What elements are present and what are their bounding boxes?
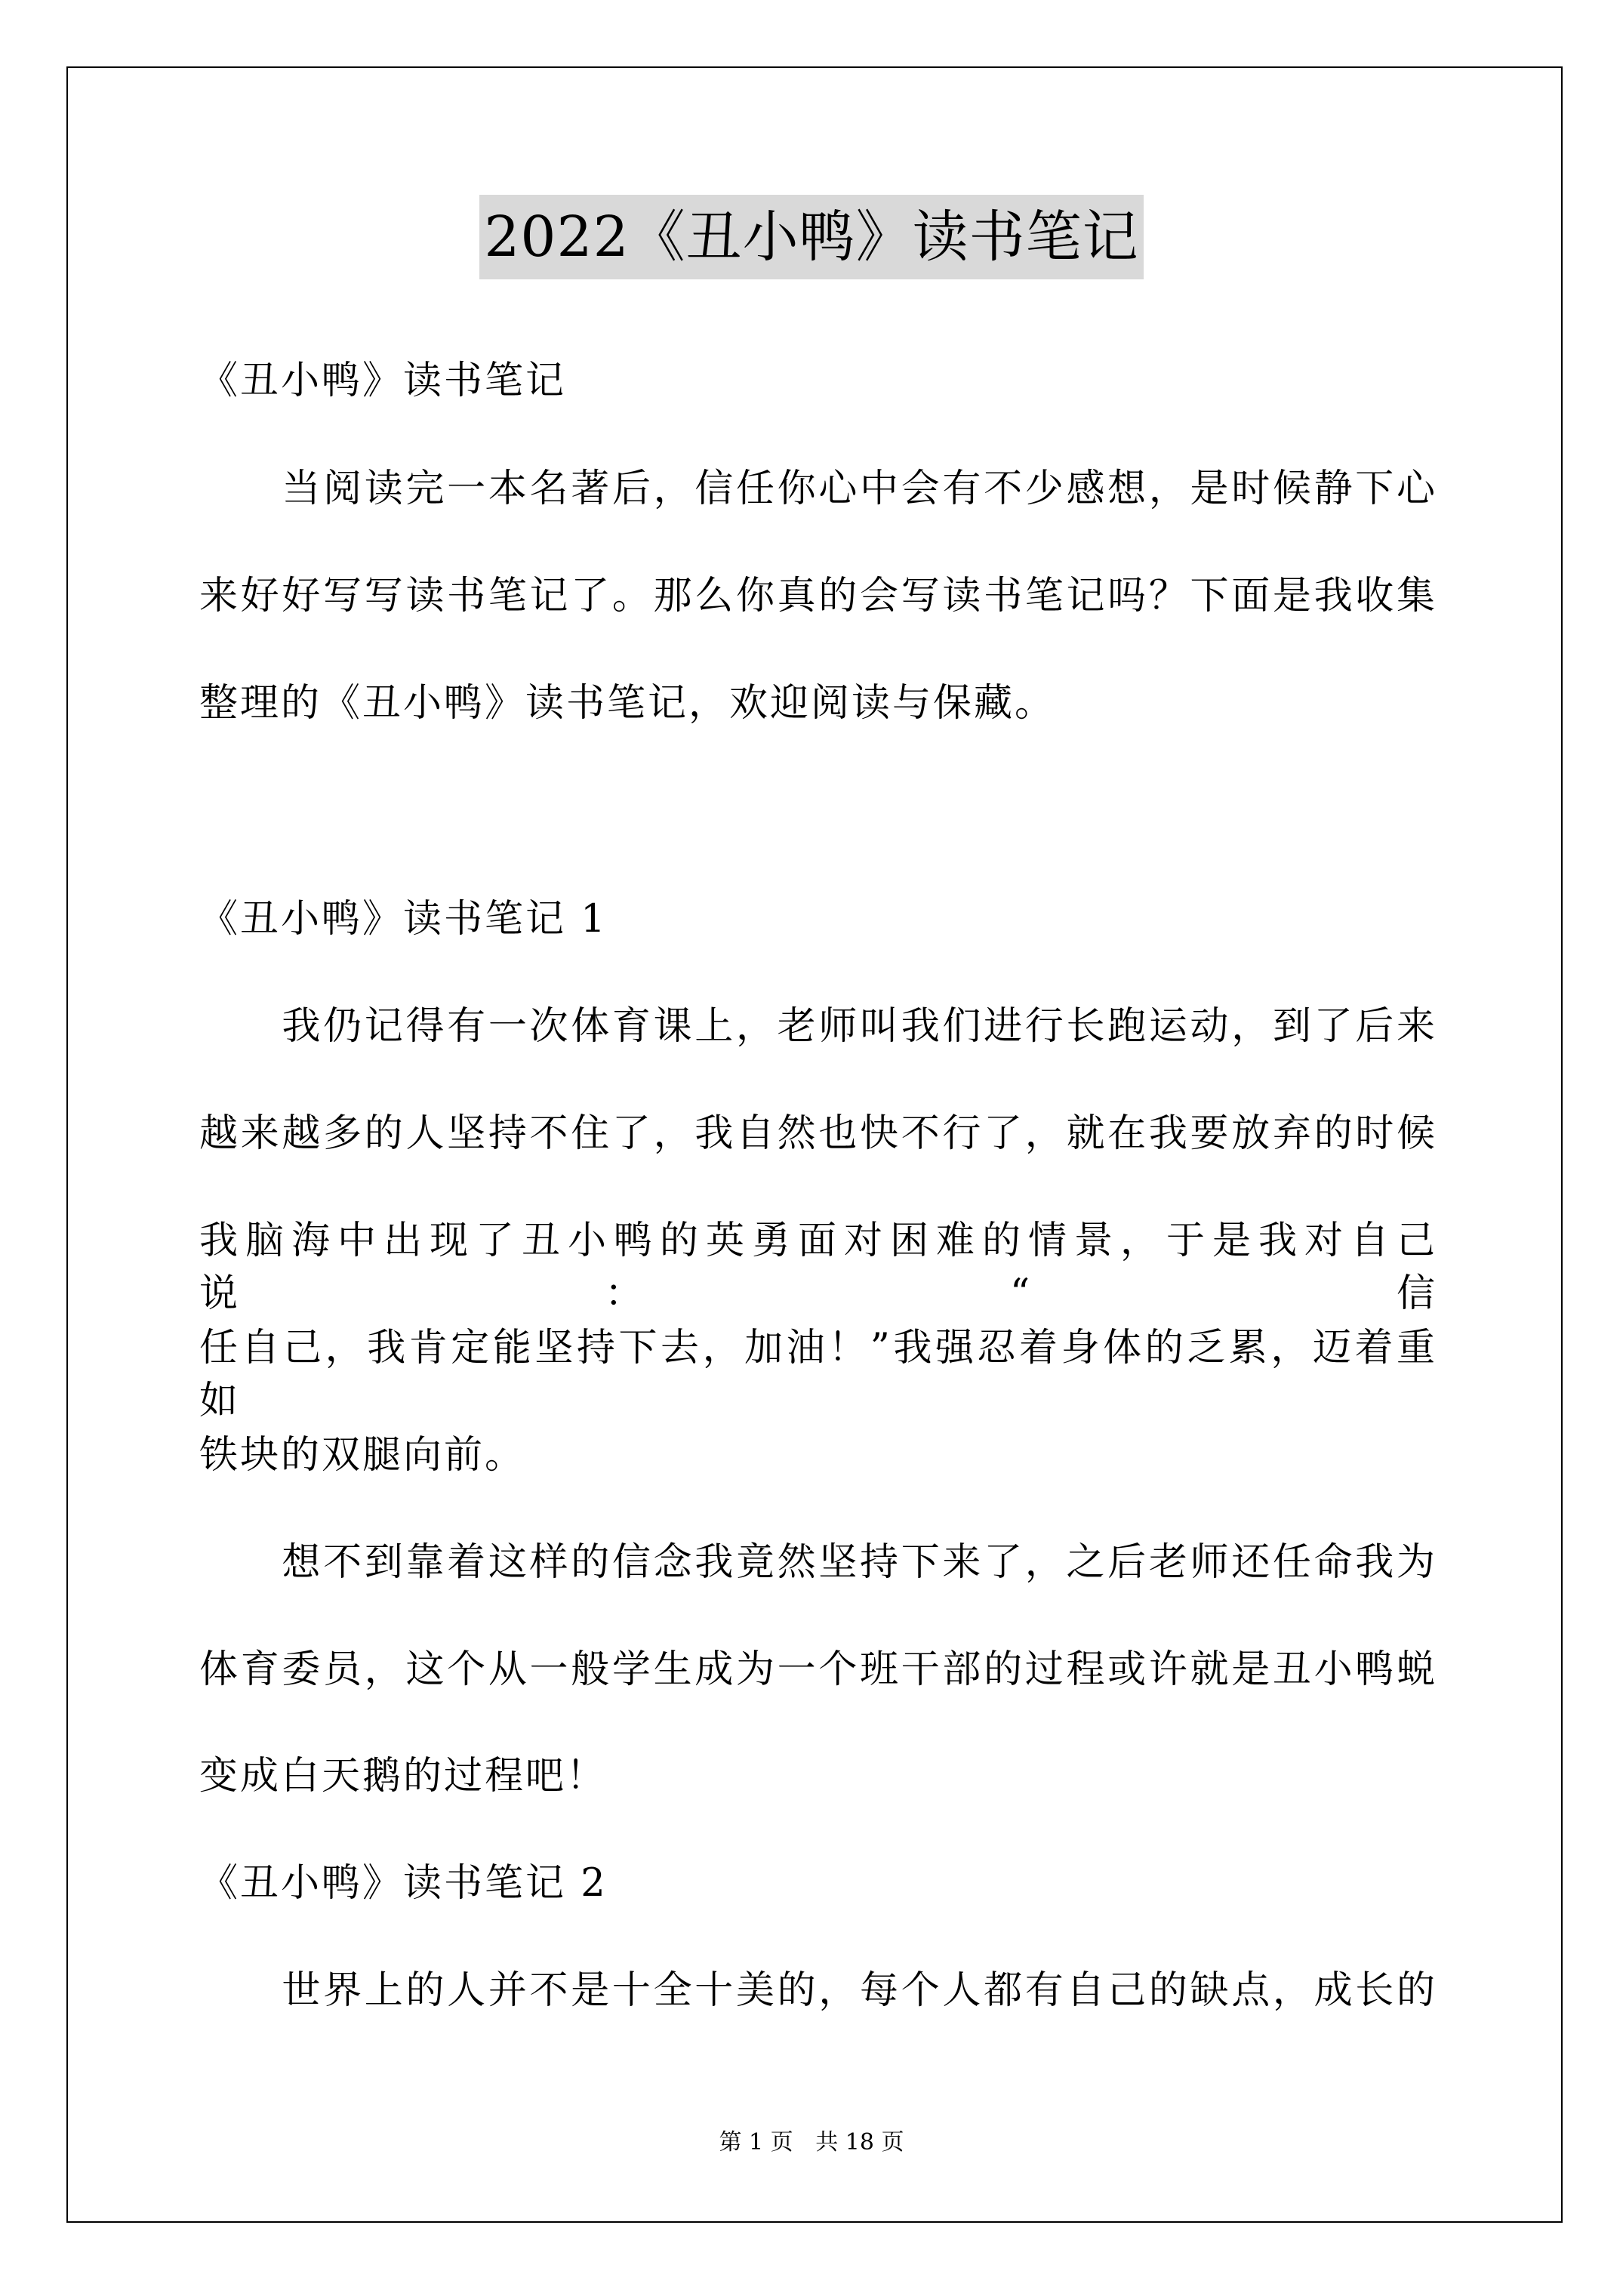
paragraph-line: 任自己，我肯定能坚持下去，加油！”我强忍着身体的乏累，迈着重如 [199,1326,1437,1423]
paragraph-line: 变成白天鹅的过程吧！ [199,1754,608,1798]
paragraph-line: 当阅读完一本名著后，信任你心中会有不少感想，是时候静下心 [199,467,1437,511]
title-container [0,195,1623,279]
paragraph-line: 想不到靠着这样的信念我竟然坚持下来了，之后老师还任命我为 [199,1540,1437,1585]
page-number-total: 共 18 页 [815,2129,904,2156]
paragraph-line: 来好好写写读书笔记了。那么你真的会写读书笔记吗？下面是我收集 [199,574,1437,618]
paragraph-line: 整理的《丑小鸭》读书笔记，欢迎阅读与保藏。 [199,681,1056,726]
page-footer [0,2128,1623,2158]
paragraph-line: 我脑海中出现了丑小鸭的英勇面对困难的情景，于是我对自己说：“信 [199,1219,1437,1316]
heading-note-1: 《丑小鸭》读书笔记 1 [199,897,608,942]
paragraph-line: 我仍记得有一次体育课上，老师叫我们进行长跑运动，到了后来 [199,1004,1437,1049]
heading-intro: 《丑小鸭》读书笔记 [199,359,567,403]
heading-note-2: 《丑小鸭》读书笔记 2 [199,1861,608,1906]
paragraph-line: 体育委员，这个从一般学生成为一个班干部的过程或许就是丑小鸭蜕 [199,1647,1437,1692]
paragraph-line: 铁块的双腿向前。 [199,1433,526,1478]
page-number-current: 第 1 页 [719,2129,793,2156]
paragraph-line: 越来越多的人坚持不住了，我自然也快不行了，就在我要放弃的时候 [199,1111,1437,1156]
document-title: 2022《丑小鸭》读书笔记 [479,195,1143,279]
paragraph-line: 世界上的人并不是十全十美的，每个人都有自己的缺点，成长的 [199,1968,1437,2013]
